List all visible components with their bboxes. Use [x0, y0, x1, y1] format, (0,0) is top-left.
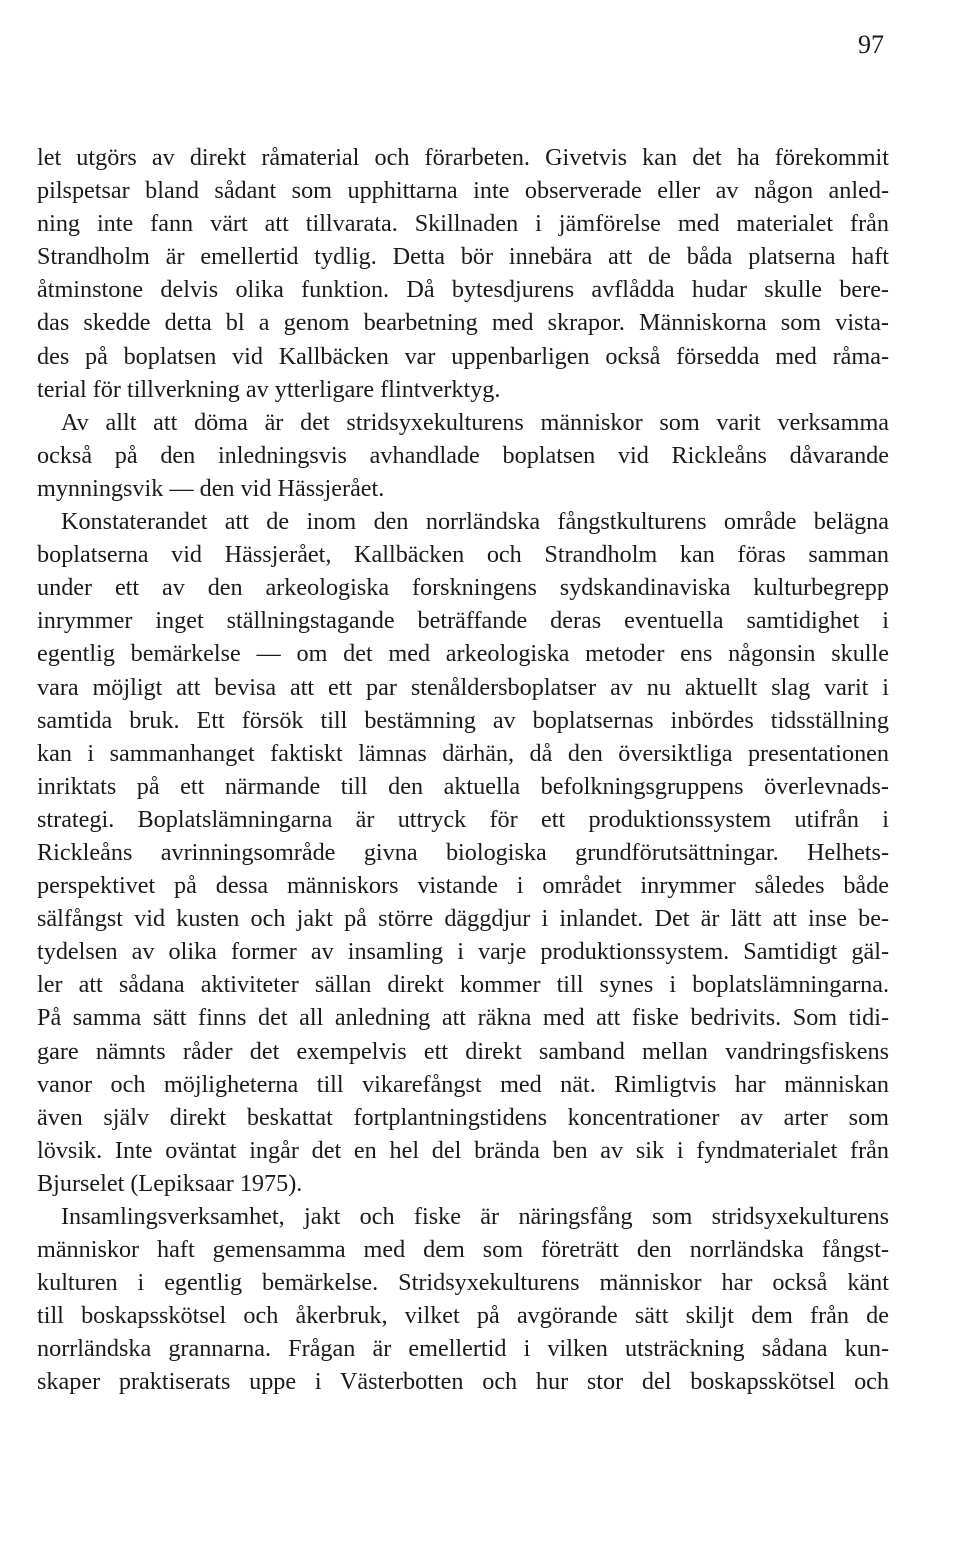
text-line: Av allt att döma är det stridsyxekulturens människor som varit verksamma [61, 408, 889, 436]
text-line: sälfångst vid kusten och jakt på större däggdjur i inlandet. Det är lätt att inse be- [37, 905, 889, 933]
text-line: ler att sådana aktiviteter sällan direkt kommer till synes i boplatslämningarna. [37, 971, 889, 999]
text-line: inrymmer inget ställningstagande beträffande deras eventuella samtidighet i [37, 607, 889, 635]
text-line: vara möjligt att bevisa att ett par stenåldersboplatser av nu aktuellt slag varit i [37, 673, 889, 701]
text-line: Insamlingsverksamhet, jakt och fiske är näringsfång som stridsyxekulturens [61, 1203, 889, 1230]
text-line: egentlig bemärkelse — om det med arkeologiska metoder ens någonsin skulle [37, 640, 889, 668]
text-line: lövsik. Inte oväntat ingår det en hel del brända ben av sik i fyndmaterialet från [37, 1136, 889, 1164]
text-line: också på den inledningsvis avhandlade boplatsen vid Rickleåns dåvarande [37, 441, 889, 469]
text-line: åtminstone delvis olika funktion. Då bytesdjurens avflådda hudar skulle bere- [37, 276, 889, 304]
text-line: norrländska grannarna. Frågan är emellertid i vilken utsträckning sådana kun- [37, 1335, 889, 1363]
text-line: das skedde detta bl a genom bearbetning med skrapor. Människorna som vista- [37, 309, 889, 337]
text-line: mynningsvik — den vid Hässjerået. [37, 474, 385, 502]
paragraph [37, 141, 889, 406]
text-line: inriktats på ett närmande till den aktuella befolkningsgruppens överlevnads- [37, 772, 889, 800]
paragraph [37, 505, 889, 1200]
text-line: På samma sätt finns det all anledning att räkna med att fiske bedrivits. Som tidi- [37, 1004, 889, 1032]
body-text [37, 141, 889, 1399]
text-line: pilspetsar bland sådant som upphittarna inte observerade eller av någon anled- [37, 177, 889, 205]
text-line: även själv direkt beskattat fortplantningstidens koncentrationer av arter som [37, 1103, 889, 1131]
text-line: Strandholm är emellertid tydlig. Detta bör innebära att de båda platserna haft [37, 243, 889, 271]
text-line: Konstaterandet att de inom den norrländska fångstkulturens område belägna [61, 508, 889, 536]
text-line: perspektivet på dessa människors vistande i området inrymmer således både [37, 872, 889, 900]
text-line: tydelsen av olika former av insamling i varje produktionssystem. Samtidigt gäl- [37, 938, 889, 966]
paragraph [37, 1200, 889, 1399]
text-line: ning inte fann värt att tillvarata. Skillnaden i jämförelse med materialet från [37, 210, 889, 238]
text-line: des på boplatsen vid Kallbäcken var uppenbarligen också försedda med råma- [37, 342, 889, 370]
text-line: skaper praktiserats uppe i Västerbotten och hur stor del boskapsskötsel och [37, 1368, 889, 1396]
text-line: kulturen i egentlig bemärkelse. Stridsyxekulturens människor har också känt [37, 1269, 889, 1297]
text-line: terial för tillverkning av ytterligare flintverktyg. [37, 375, 501, 403]
text-line: kan i sammanhanget faktiskt lämnas därhän, då den översiktliga presentationen [37, 739, 889, 767]
text-line: människor haft gemensamma med dem som företrätt den norrländska fångst- [37, 1236, 889, 1264]
text-line: Bjurselet (Lepiksaar 1975). [37, 1169, 303, 1197]
text-line: gare nämnts råder det exempelvis ett direkt samband mellan vandringsfiskens [37, 1037, 889, 1065]
page-number: 97 [858, 30, 884, 59]
text-line: boplatserna vid Hässjerået, Kallbäcken och Strandholm kan föras samman [37, 541, 889, 569]
text-line: till boskapsskötsel och åkerbruk, vilket på avgörande sätt skiljt dem från de [37, 1302, 889, 1330]
text-line: strategi. Boplatslämningarna är uttryck för ett produktionssystem utifrån i [37, 805, 889, 833]
text-line: under ett av den arkeologiska forskningens sydskandinaviska kulturbegrepp [37, 574, 889, 602]
text-line: samtida bruk. Ett försök till bestämning av boplatsernas inbördes tidsställning [37, 706, 889, 734]
text-line: vanor och möjligheterna till vikarefångst med nät. Rimligtvis har människan [37, 1070, 889, 1098]
text-line: Rickleåns avrinningsområde givna biologiska grundförutsättningar. Helhets- [37, 838, 889, 866]
paragraph [37, 406, 889, 505]
text-line: let utgörs av direkt råmaterial och förarbeten. Givetvis kan det ha förekommit [37, 144, 889, 171]
